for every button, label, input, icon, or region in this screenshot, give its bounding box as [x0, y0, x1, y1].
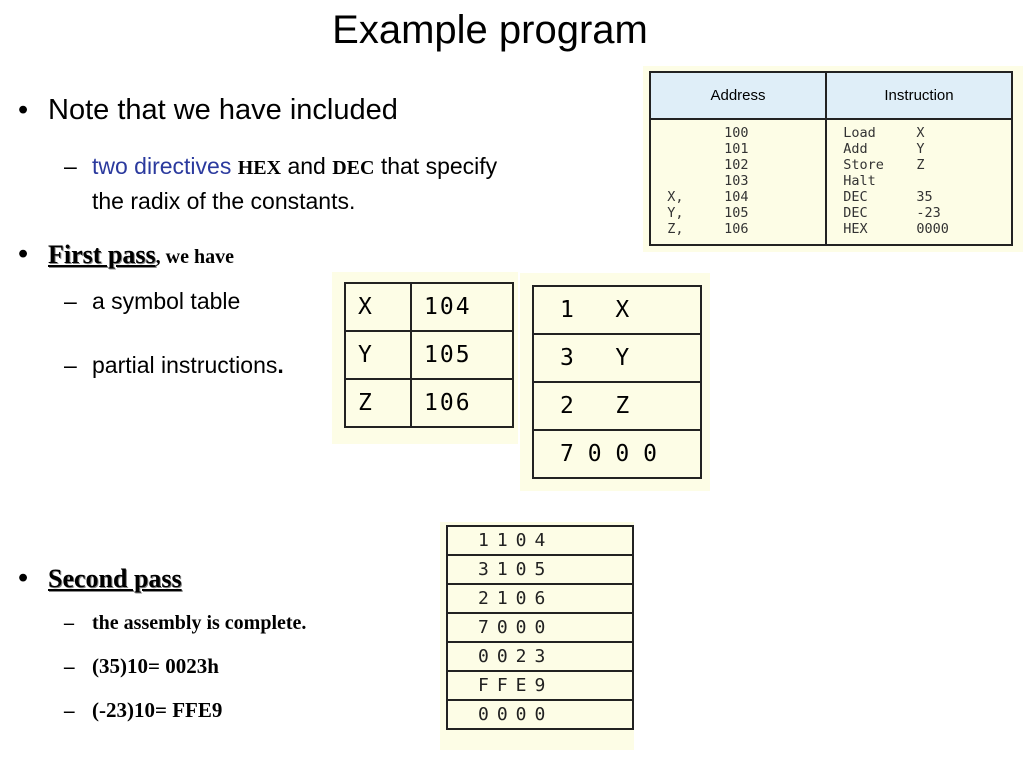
symbol-table: [344, 282, 514, 428]
table-row: [447, 584, 633, 613]
bullet-dot: •: [18, 94, 29, 126]
instruction-column: [826, 119, 1012, 245]
instruction-header: Instruction: [826, 72, 1012, 119]
symbol-address-cell: 106: [411, 379, 513, 427]
directives-prefix: two directives: [92, 153, 238, 179]
address-header: Address: [650, 72, 826, 119]
symbol-table-text: a symbol table: [92, 288, 241, 314]
table-row: [345, 331, 513, 379]
listing-instruction-line: DEC -23: [827, 205, 941, 221]
symbol-table-panel: [332, 272, 518, 444]
sub-bullet-minus23-conversion: [64, 698, 222, 723]
partial-instruction-cell: 3 Y: [533, 334, 701, 382]
assembled-program-table: [446, 525, 634, 730]
sub-bullet-assembly-complete: [64, 612, 306, 635]
slide-title: Example program: [332, 8, 648, 52]
listing-instruction-line: Add Y: [827, 141, 925, 157]
address-column: [650, 119, 826, 245]
machine-word-cell: 3105: [447, 555, 633, 584]
machine-word-cell: 1104: [447, 526, 633, 555]
table-row: [447, 700, 633, 729]
partial-instructions-panel: [520, 273, 710, 491]
listing-address-line: 101: [651, 141, 749, 157]
conversion-minus23-text: (-23)10= FFE9: [92, 698, 223, 722]
table-row: [447, 671, 633, 700]
directives-line2: the radix of the constants.: [92, 188, 356, 214]
dash-mark: –: [64, 698, 75, 722]
sub-bullet-partial-instructions: [64, 352, 284, 379]
machine-word-cell: 7000: [447, 613, 633, 642]
bullet-text: Note that we have included: [48, 94, 398, 126]
listing-address-line: 103: [651, 173, 749, 189]
partial-instructions-text: partial instructions: [92, 352, 278, 378]
dash-mark: –: [64, 153, 77, 179]
dash-mark: –: [64, 654, 75, 678]
program-listing-table: [649, 71, 1013, 246]
table-row: [533, 286, 701, 334]
dash-mark: –: [64, 612, 74, 634]
machine-word-cell: FFE9: [447, 671, 633, 700]
symbol-address-cell: 104: [411, 283, 513, 331]
symbol-cell: Y: [345, 331, 411, 379]
partial-instruction-cell: 7 0 0 0: [533, 430, 701, 478]
listing-instruction-line: Store Z: [827, 157, 925, 173]
table-row: [447, 555, 633, 584]
table-row: [345, 379, 513, 427]
listing-address-line: 100: [651, 125, 749, 141]
sub-bullet-symbol-table: [64, 288, 240, 315]
and-text: and: [281, 153, 333, 179]
bullet-note-directives: [18, 94, 398, 127]
machine-word-cell: 2106: [447, 584, 633, 613]
assembly-complete-text: the assembly is complete.: [92, 612, 307, 634]
second-pass-label: Second pass: [48, 564, 182, 593]
conversion-35-text: (35)10= 0023h: [92, 654, 219, 678]
address-lines: [651, 120, 825, 237]
dash-mark: –: [64, 352, 77, 378]
machine-word-cell: 0000: [447, 700, 633, 729]
partial-instructions-table: [532, 285, 702, 479]
sub-bullet-35-conversion: [64, 654, 219, 679]
listing-address-line: Y, 105: [651, 205, 749, 221]
listing-instruction-line: HEX 0000: [827, 221, 949, 237]
instruction-lines: [827, 120, 1011, 237]
listing-instruction-line: Halt: [827, 173, 917, 189]
first-pass-rest: , we have: [155, 246, 234, 268]
symbol-cell: Z: [345, 379, 411, 427]
table-row: [447, 613, 633, 642]
listing-instruction-line: DEC 35: [827, 189, 933, 205]
bullet-first-pass: [18, 238, 234, 271]
listing-address-line: Z, 106: [651, 221, 749, 237]
table-row: [447, 642, 633, 671]
partial-instructions-period: .: [277, 352, 284, 378]
assembled-program-panel: [440, 522, 634, 750]
directives-rest: that specify: [374, 153, 498, 179]
table-row: [533, 382, 701, 430]
program-listing-panel: [643, 66, 1023, 252]
bullet-second-pass: [18, 562, 182, 595]
bullet-dot: •: [18, 238, 29, 270]
listing-instruction-line: Load X: [827, 125, 925, 141]
symbol-cell: X: [345, 283, 411, 331]
listing-address-line: 102: [651, 157, 749, 173]
symbol-address-cell: 105: [411, 331, 513, 379]
dash-mark: –: [64, 288, 77, 314]
table-row: [533, 430, 701, 478]
first-pass-label: First pass: [48, 240, 156, 269]
table-row: [533, 334, 701, 382]
listing-address-line: X, 104: [651, 189, 749, 205]
hex-keyword: HEX: [237, 157, 282, 179]
dec-keyword: DEC: [332, 157, 375, 179]
table-row: [447, 526, 633, 555]
machine-word-cell: 0023: [447, 642, 633, 671]
table-row: [345, 283, 513, 331]
bullet-dot: •: [18, 562, 29, 594]
sub-bullet-directives: [64, 150, 497, 218]
partial-instruction-cell: 1 X: [533, 286, 701, 334]
partial-instruction-cell: 2 Z: [533, 382, 701, 430]
